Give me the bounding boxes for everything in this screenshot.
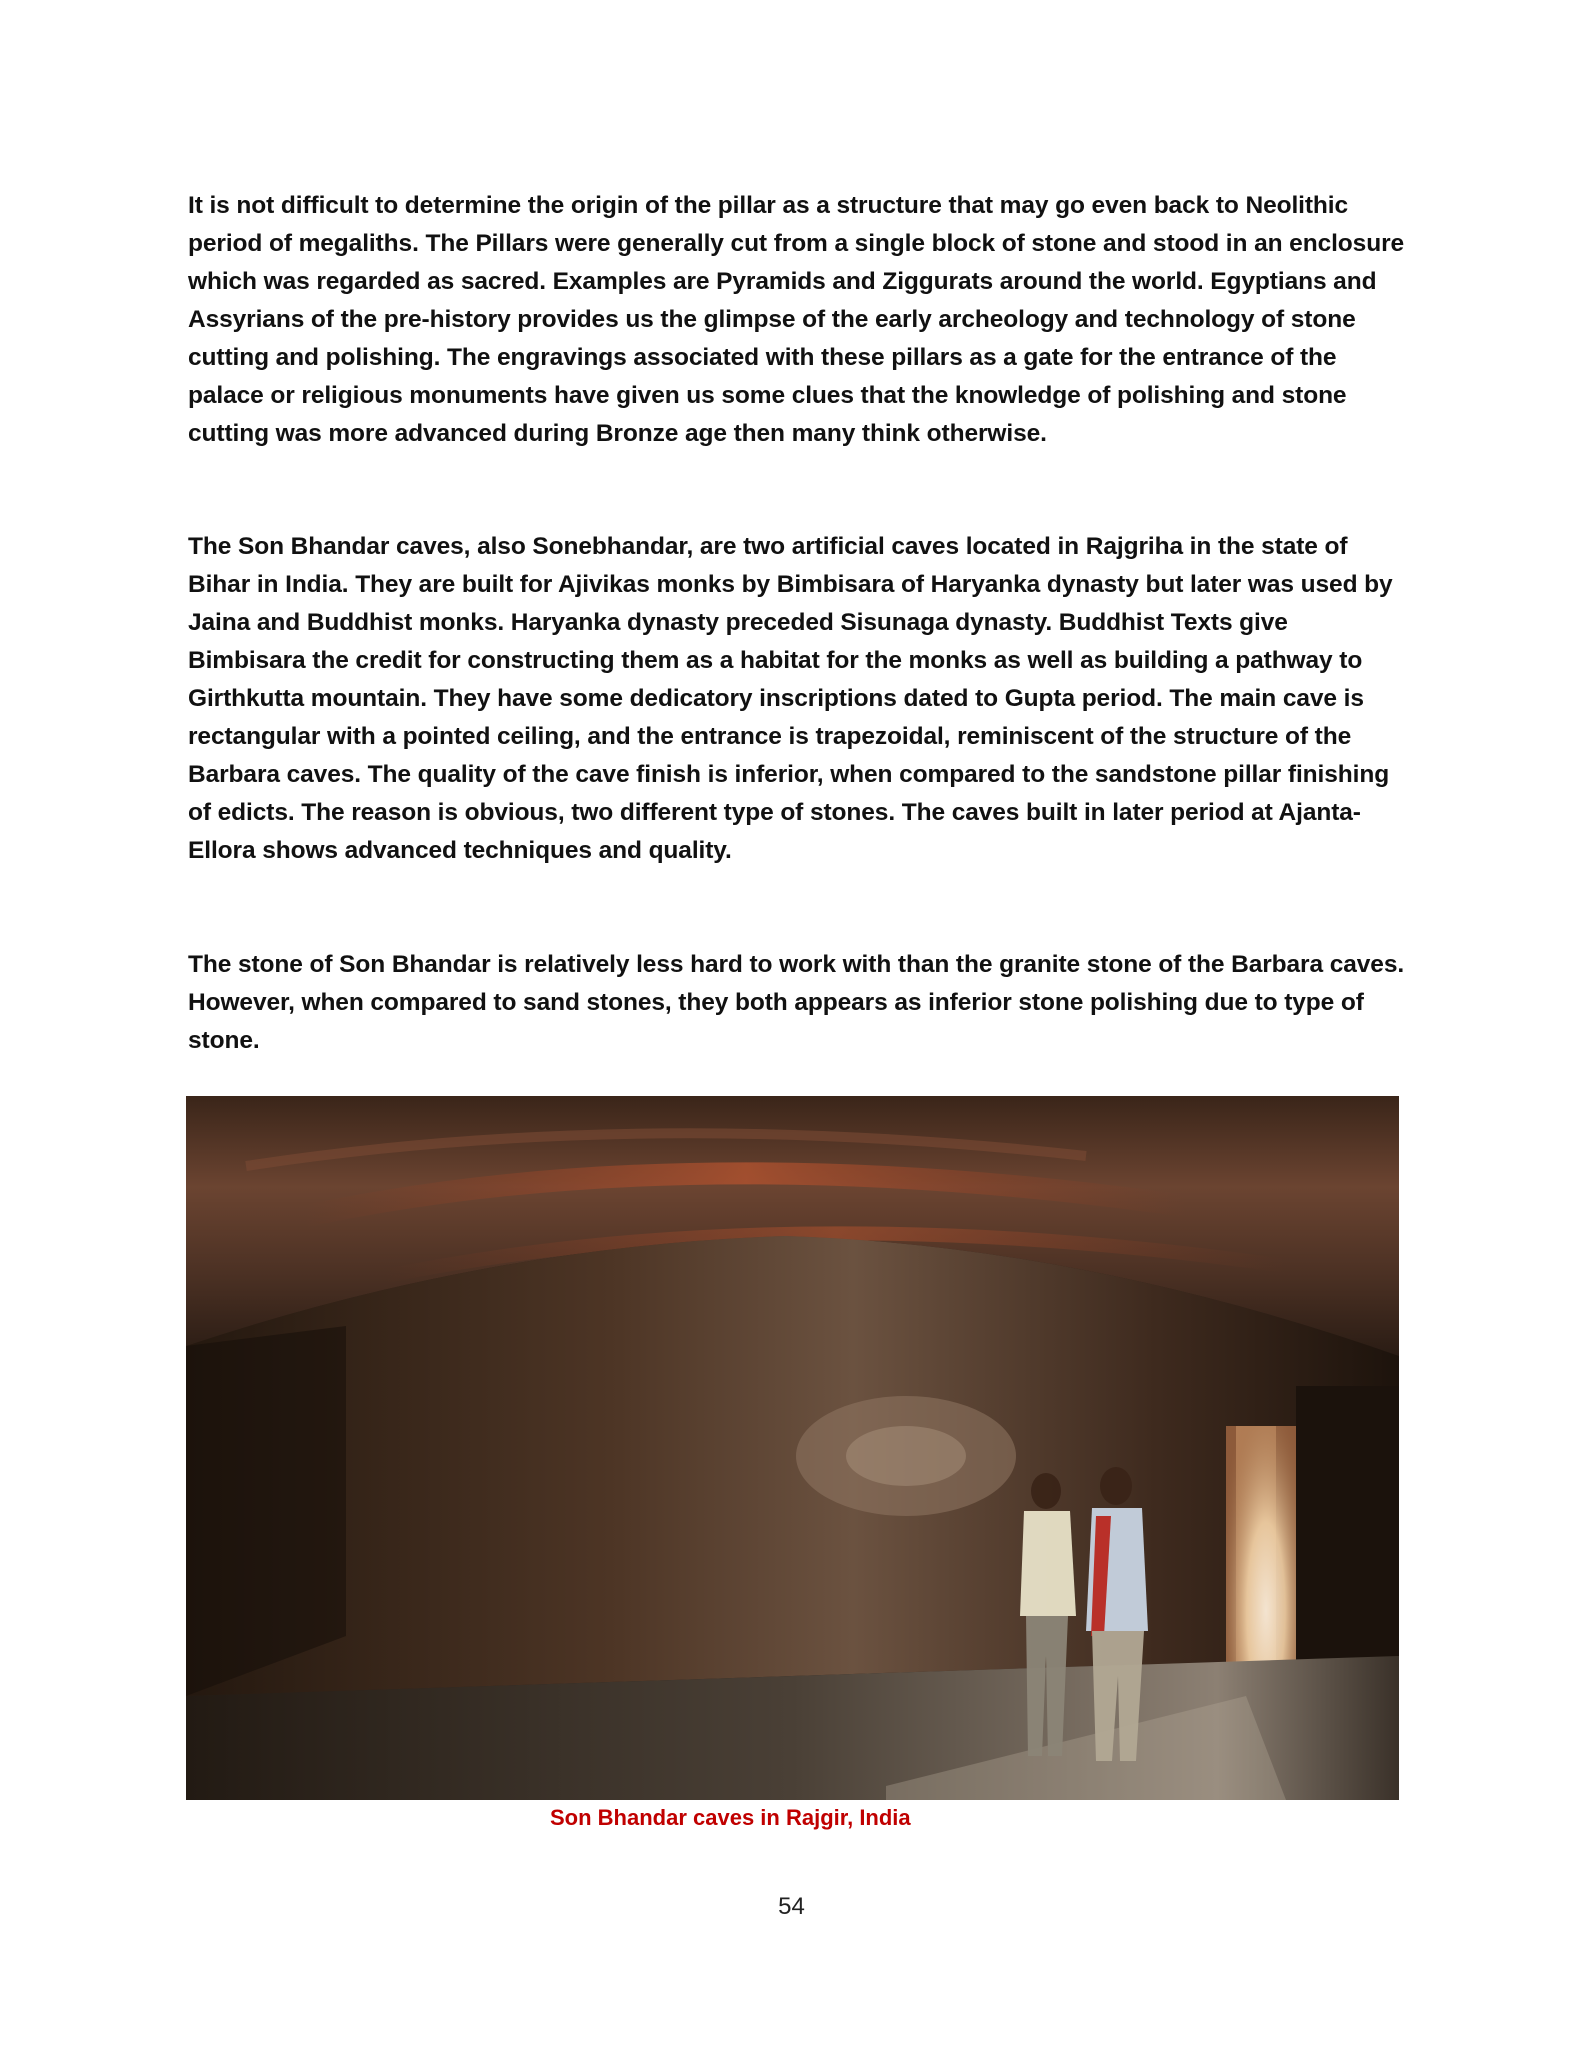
paragraph-stone-comparison: The stone of Son Bhandar is relatively less hard to work with than the granite stone of the Barbara caves. However, when compared to sand stones, they both appears as inferior stone polishing due to type of stone. [188, 951, 1405, 1054]
cave-photo-illustration [186, 1096, 1399, 1800]
cave-photo [186, 1096, 1399, 1800]
paragraph-pillar-origin: It is not difficult to determine the origin of the pillar as a structure that may go even back to Neolithic period of megaliths. The Pillars were generally cut from a single block of stone and stood in an enclosure which was regarded as sacred. Examples are Pyramids and Ziggurats around the world. Egyptians and Assyrians of the pre-history provides us the glimpse of the early archeology and technology of stone cutting and polishing. The engravings associated with these pillars as a gate for the entrance of the palace or religious monuments have given us some clues that the knowledge of polishing and stone cutting was more advanced during Bronze age then many think otherwise. [188, 192, 1405, 447]
figure-caption: Son Bhandar caves in Rajgir, India [550, 1805, 911, 1830]
paragraph-son-bhandar-caves: The Son Bhandar caves, also Sonebhandar, are two artificial caves located in Rajgriha in the state of Bihar in India. They are built for Ajivikas monks by Bimbisara of Haryanka dynasty but later was used by Jaina and Buddhist monks. Haryanka dynasty preceded Sisunaga dynasty. Buddhist Texts give Bimbisara the credit for constructing them as a habitat for the monks as well as building a pathway to Girthkutta mountain. They have some dedicatory inscriptions dated to Gupta period. The main cave is rectangular with a pointed ceiling, and the entrance is trapezoidal, reminiscent of the structure of the Barbara caves. The quality of the cave finish is inferior, when compared to the sandstone pillar finishing of edicts. The reason is obvious, two different type of stones. The caves built in later period at Ajanta-Ellora shows advanced techniques and quality. [188, 533, 1393, 864]
page-number: 54 [778, 1893, 805, 1920]
